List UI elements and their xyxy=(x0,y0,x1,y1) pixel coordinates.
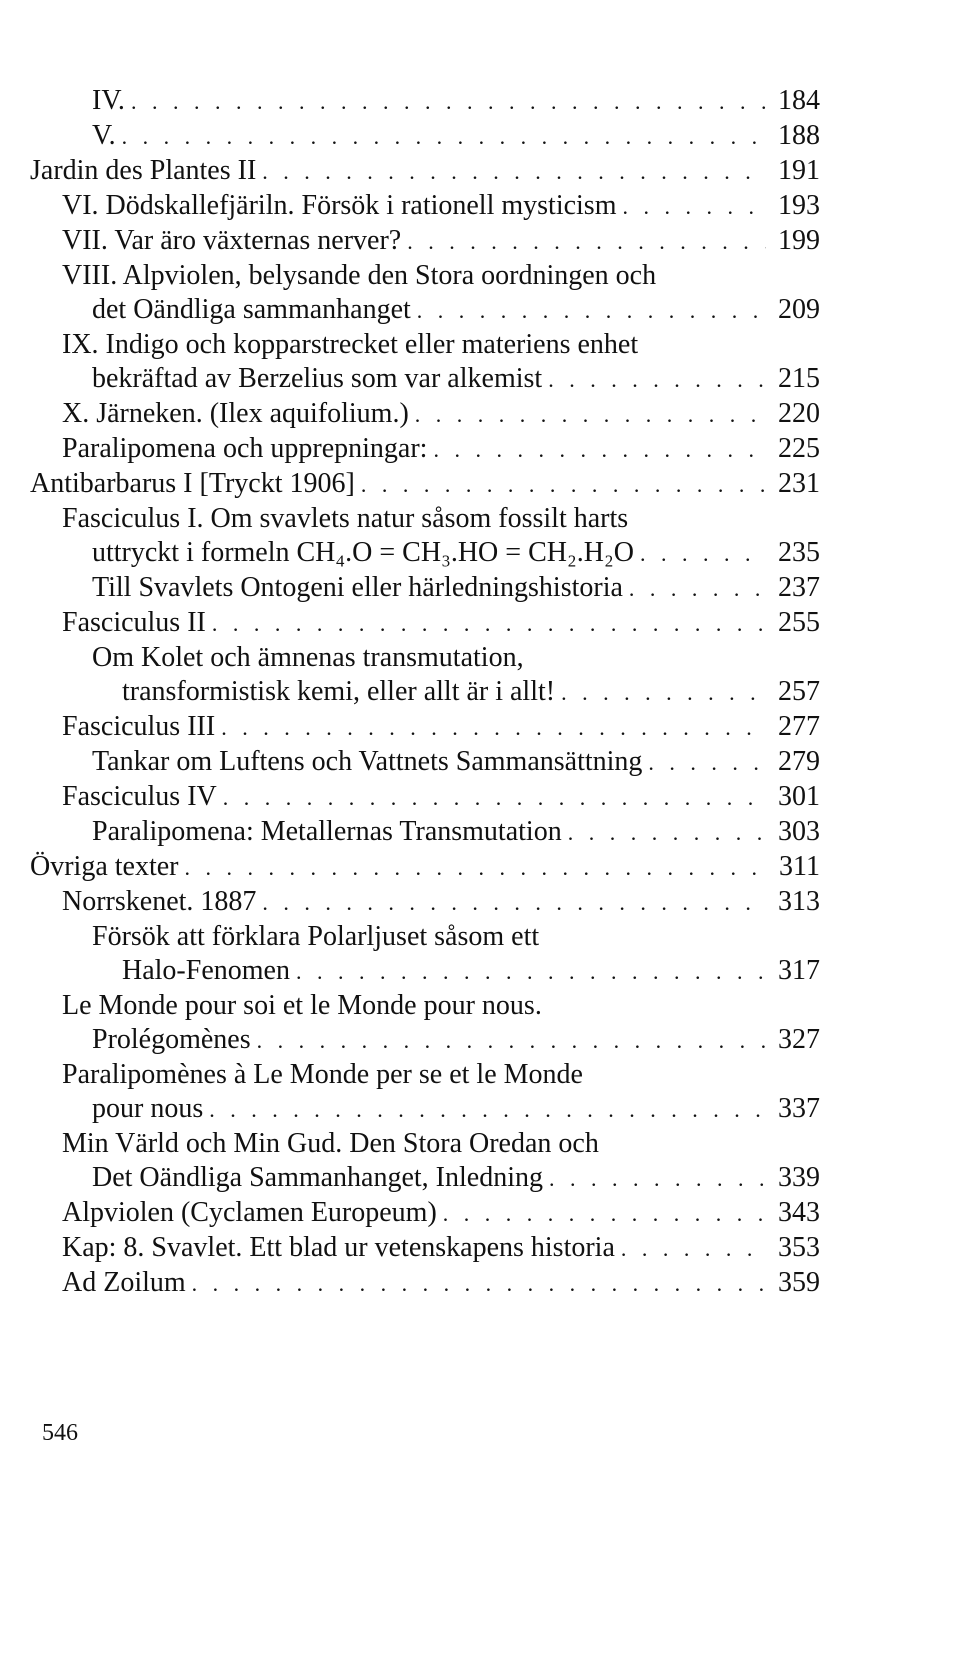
toc-page-number: 235 xyxy=(778,537,820,568)
toc-page-number: 193 xyxy=(778,190,820,221)
toc-entry xyxy=(30,189,820,224)
dot-leader xyxy=(629,572,766,606)
dot-leader xyxy=(417,294,766,328)
dot-leader xyxy=(122,120,766,154)
toc-entry-title: bekräftad av Berzelius som var alkemist xyxy=(92,363,543,394)
toc-entry xyxy=(30,850,820,885)
toc-page-number: 225 xyxy=(778,433,820,464)
toc-entry-title: pour nous xyxy=(92,1093,204,1124)
toc-entry xyxy=(30,780,820,815)
toc-page-number: 301 xyxy=(778,781,820,812)
toc-entry-title: Fasciculus IV xyxy=(62,781,217,812)
toc-page-number: 337 xyxy=(778,1093,820,1124)
toc-entry xyxy=(30,536,820,571)
toc-entry-first-line: Försök att förklara Polarljuset såsom ett xyxy=(92,921,540,952)
dot-leader xyxy=(262,155,766,189)
toc-page-number: 313 xyxy=(778,886,820,917)
toc-page-number: 255 xyxy=(778,607,820,638)
toc-entry-title: det Oändliga sammanhanget xyxy=(92,294,411,325)
dot-leader xyxy=(407,225,766,259)
toc-entry-title: Fasciculus II xyxy=(62,607,206,638)
toc-entry-title: Paralipomena: Metallernas Transmutation xyxy=(92,816,562,847)
dot-leader xyxy=(549,1162,766,1196)
toc-page-number: 359 xyxy=(778,1267,820,1298)
toc-entry xyxy=(30,954,820,989)
toc-page-number: 215 xyxy=(778,363,820,394)
toc-page-number: 191 xyxy=(778,155,820,186)
toc-entry xyxy=(30,397,820,432)
toc-entry-first-line: Paralipomènes à Le Monde per se et le Monde xyxy=(62,1059,583,1090)
toc-entry xyxy=(30,675,820,710)
toc-entry xyxy=(30,119,820,154)
toc-page-number: 353 xyxy=(778,1232,820,1263)
dot-leader xyxy=(221,711,766,745)
toc-entry-first-line: VIII. Alpviolen, belysande den Stora oordningen och xyxy=(62,260,657,291)
toc-entry xyxy=(30,1092,820,1127)
dot-leader xyxy=(192,1267,766,1301)
dot-leader xyxy=(361,468,766,502)
toc-entry-title: IV. xyxy=(92,85,125,116)
toc-page-number: 327 xyxy=(778,1024,820,1055)
toc-entry-title: Tankar om Luftens och Vattnets Sammansättning xyxy=(92,746,643,777)
toc-page-number: 311 xyxy=(779,851,820,882)
toc-entry-title: Prolégomènes xyxy=(92,1024,251,1055)
dot-leader xyxy=(622,190,766,224)
toc-entry xyxy=(30,571,820,606)
toc-entry-title: Till Svavlets Ontogeni eller härledningshistoria xyxy=(92,572,623,603)
dot-leader xyxy=(415,398,766,432)
dot-leader xyxy=(568,816,766,850)
toc-page-number: 343 xyxy=(778,1197,820,1228)
toc-entry-title: Halo-Fenomen xyxy=(122,955,290,986)
toc-page-number: 209 xyxy=(778,294,820,325)
toc-entry-first-line: Le Monde pour soi et le Monde pour nous. xyxy=(62,990,542,1021)
toc-entry-title: Övriga texter xyxy=(30,851,179,882)
toc-entry-title: Det Oändliga Sammanhanget, Inledning xyxy=(92,1162,543,1193)
toc-page-number: 220 xyxy=(778,398,820,429)
toc-entry-title: Paralipomena och upprepningar: xyxy=(62,433,428,464)
toc-entry xyxy=(30,224,820,259)
toc-entry-title: Ad Zoilum xyxy=(62,1267,186,1298)
dot-leader xyxy=(223,781,766,815)
toc-entry xyxy=(30,815,820,850)
toc-entry xyxy=(30,1196,820,1231)
dot-leader xyxy=(257,1024,766,1058)
toc-page-number: 231 xyxy=(778,468,820,499)
toc-page-number: 317 xyxy=(778,955,820,986)
dot-leader xyxy=(621,1232,766,1266)
toc-entry-title: VII. Var äro växternas nerver? xyxy=(62,225,402,256)
toc-entry-first-line: Fasciculus I. Om svavlets natur såsom fossilt harts xyxy=(62,503,629,534)
toc-page-number: 303 xyxy=(778,816,820,847)
dot-leader xyxy=(648,746,766,780)
toc-entry xyxy=(30,84,820,119)
dot-leader xyxy=(296,955,766,989)
toc-entry-title: Kap: 8. Svavlet. Ett blad ur vetenskapens historia xyxy=(62,1232,615,1263)
toc-entry-title: Jardin des Plantes II xyxy=(30,155,257,186)
toc-entry-title: X. Järneken. (Ilex aquifolium.) xyxy=(62,398,409,429)
toc-page-number: 199 xyxy=(778,225,820,256)
dot-leader xyxy=(185,851,767,885)
toc-entry xyxy=(30,745,820,780)
toc-entry-title: transformistisk kemi, eller allt är i allt! xyxy=(122,676,556,707)
toc-entry xyxy=(30,710,820,745)
toc-page-number: 188 xyxy=(778,120,820,151)
toc-entry xyxy=(30,467,820,502)
toc-page-number: 184 xyxy=(778,85,820,116)
toc-page-number: 339 xyxy=(778,1162,820,1193)
toc-entry-first-line: Om Kolet och ämnenas transmutation, xyxy=(92,642,524,673)
toc-entry-title: VI. Dödskallefjäriln. Försök i rationell mysticism xyxy=(62,190,617,221)
dot-leader xyxy=(209,1093,766,1127)
dot-leader xyxy=(561,676,766,710)
toc-page-number: 237 xyxy=(778,572,820,603)
toc-entry xyxy=(30,154,820,189)
toc-entry-title: uttryckt i formeln CH₄.O = CH₃.HO = CH₂.H₂O xyxy=(92,537,634,568)
toc-entry-title: V. xyxy=(92,120,116,151)
toc-entry xyxy=(30,885,820,920)
dot-leader xyxy=(262,886,766,920)
dot-leader xyxy=(212,607,766,641)
toc-entry xyxy=(30,1266,820,1301)
dot-leader xyxy=(640,537,766,571)
toc-entry-title: Fasciculus III xyxy=(62,711,216,742)
toc-entry xyxy=(30,362,820,397)
toc-entry-title: Antibarbarus I [Tryckt 1906] xyxy=(30,468,355,499)
toc-entry xyxy=(30,1231,820,1266)
toc-entry-first-line: Min Värld och Min Gud. Den Stora Oredan och xyxy=(62,1128,599,1159)
toc-page-number: 279 xyxy=(778,746,820,777)
table-of-contents xyxy=(30,84,820,1301)
toc-entry-title: Norrskenet. 1887 xyxy=(62,886,257,917)
dot-leader xyxy=(433,433,766,467)
dot-leader xyxy=(443,1197,766,1231)
toc-entry xyxy=(30,1161,820,1196)
dot-leader xyxy=(131,85,766,119)
toc-entry-title: Alpviolen (Cyclamen Europeum) xyxy=(62,1197,437,1228)
toc-entry-first-line: IX. Indigo och kopparstrecket eller materiens enhet xyxy=(62,329,639,360)
toc-page-number: 277 xyxy=(778,711,820,742)
toc-entry xyxy=(30,293,820,328)
toc-entry xyxy=(30,1023,820,1058)
toc-entry xyxy=(30,606,820,641)
dot-leader xyxy=(548,363,766,397)
toc-entry xyxy=(30,432,820,467)
page-number: 546 xyxy=(42,1420,78,1446)
toc-page-number: 257 xyxy=(778,676,820,707)
